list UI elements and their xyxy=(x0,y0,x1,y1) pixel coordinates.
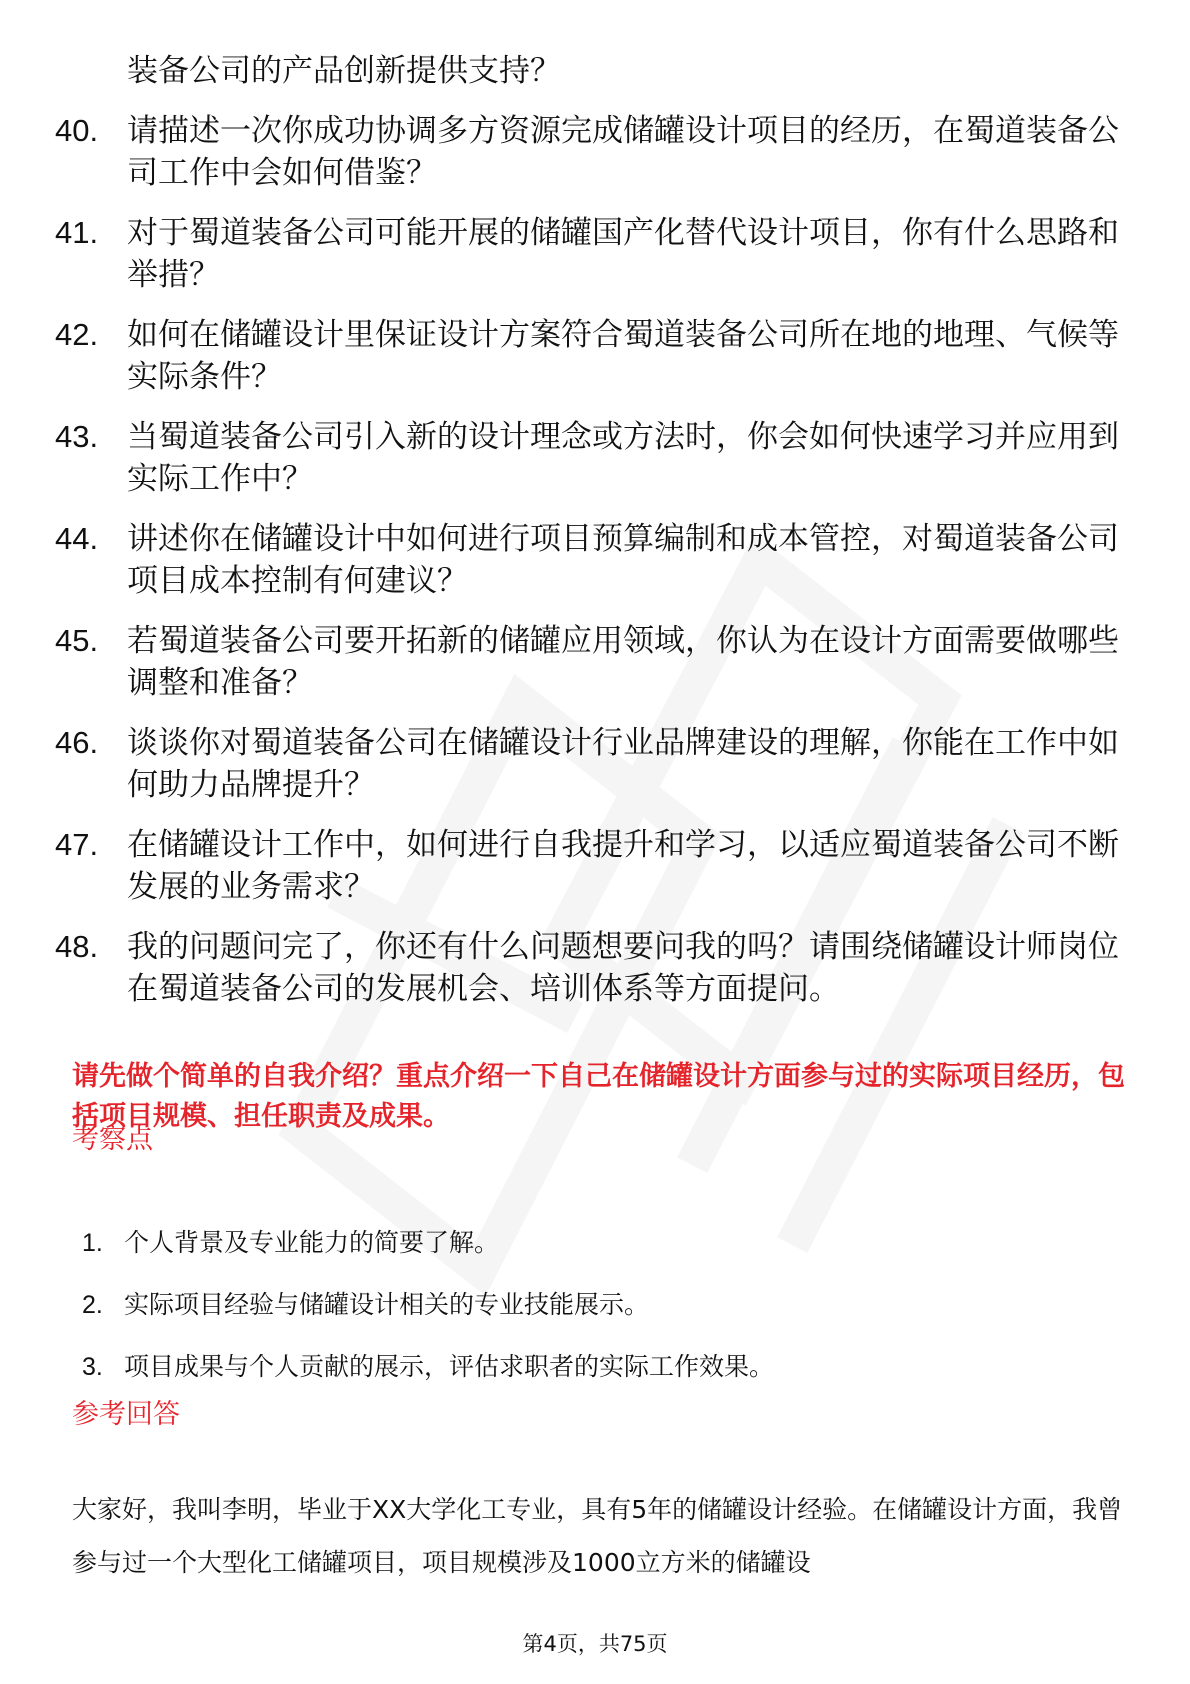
question-text: 如何在储罐设计里保证设计方案符合蜀道装备公司所在地的地理、气候等实际条件？ xyxy=(127,317,1119,395)
question-text: 若蜀道装备公司要开拓新的储罐应用领域，你认为在设计方面需要做哪些调整和准备？ xyxy=(127,623,1119,701)
question-item xyxy=(55,620,1135,704)
question-number: 46. xyxy=(55,725,99,760)
assessment-point xyxy=(82,1349,1132,1385)
point-text: 实际项目经验与储罐设计相关的专业技能展示。 xyxy=(124,1290,650,1319)
question-text: 讲述你在储罐设计中如何进行项目预算编制和成本管控，对蜀道装备公司项目成本控制有何建议？ xyxy=(127,521,1119,599)
question-number: 40. xyxy=(55,113,99,148)
question-item xyxy=(55,212,1135,296)
point-number: 3. xyxy=(82,1353,103,1381)
question-text: 我的问题问完了，你还有什么问题想要问我的吗？请围绕储罐设计师岗位在蜀道装备公司的发展机会、培训体系等方面提问。 xyxy=(127,929,1119,1007)
reference-answer: 大家好，我叫李明，毕业于XX大学化工专业，具有5年的储罐设计经验。在储罐设计方面，我曾参与过一个大型化工储罐项目，项目规模涉及1000立方米的储罐设 xyxy=(72,1495,1123,1577)
question-item xyxy=(55,926,1135,1010)
question-item xyxy=(55,110,1135,194)
question-text: 在储罐设计工作中，如何进行自我提升和学习，以适应蜀道装备公司不断发展的业务需求？ xyxy=(127,827,1119,905)
featured-question: 请先做个简单的自我介绍？重点介绍一下自己在储罐设计方面参与过的实际项目经历，包括项目规模、担任职责及成果。 xyxy=(72,1061,1125,1132)
assessment-heading: 考察点 xyxy=(72,1124,153,1155)
question-item xyxy=(55,518,1135,602)
question-text: 当蜀道装备公司引入新的设计理念或方法时，你会如何快速学习并应用到实际工作中？ xyxy=(127,419,1119,497)
assessment-point xyxy=(82,1287,1132,1323)
question-number: 45. xyxy=(55,623,99,658)
question-text: 谈谈你对蜀道装备公司在储罐设计行业品牌建设的理解，你能在工作中如何助力品牌提升？ xyxy=(127,725,1119,803)
assessment-point xyxy=(82,1225,1132,1261)
question-number: 41. xyxy=(55,215,99,250)
question-item xyxy=(55,824,1135,908)
point-text: 项目成果与个人贡献的展示，评估求职者的实际工作效果。 xyxy=(124,1352,775,1381)
question-number: 42. xyxy=(55,317,99,352)
question-text: 对于蜀道装备公司可能开展的储罐国产化替代设计项目，你有什么思路和举措？ xyxy=(127,215,1119,293)
assessment-points xyxy=(82,1225,1132,1411)
question-number: 47. xyxy=(55,827,99,862)
point-number: 1. xyxy=(82,1229,103,1257)
question-number: 48. xyxy=(55,929,99,964)
question-item-continued xyxy=(127,50,1135,92)
question-item xyxy=(55,722,1135,806)
page-number: 第4页，共75页 xyxy=(522,1632,668,1656)
question-text: 请描述一次你成功协调多方资源完成储罐设计项目的经历，在蜀道装备公司工作中会如何借鉴？ xyxy=(127,113,1119,191)
question-item xyxy=(55,416,1135,500)
question-number: 43. xyxy=(55,419,99,454)
reference-heading: 参考回答 xyxy=(72,1399,180,1430)
point-number: 2. xyxy=(82,1291,103,1319)
question-text: 装备公司的产品创新提供支持？ xyxy=(127,53,561,89)
question-item xyxy=(55,314,1135,398)
question-number: 44. xyxy=(55,521,99,556)
question-list xyxy=(55,50,1135,1028)
point-text: 个人背景及专业能力的简要了解。 xyxy=(124,1228,500,1257)
